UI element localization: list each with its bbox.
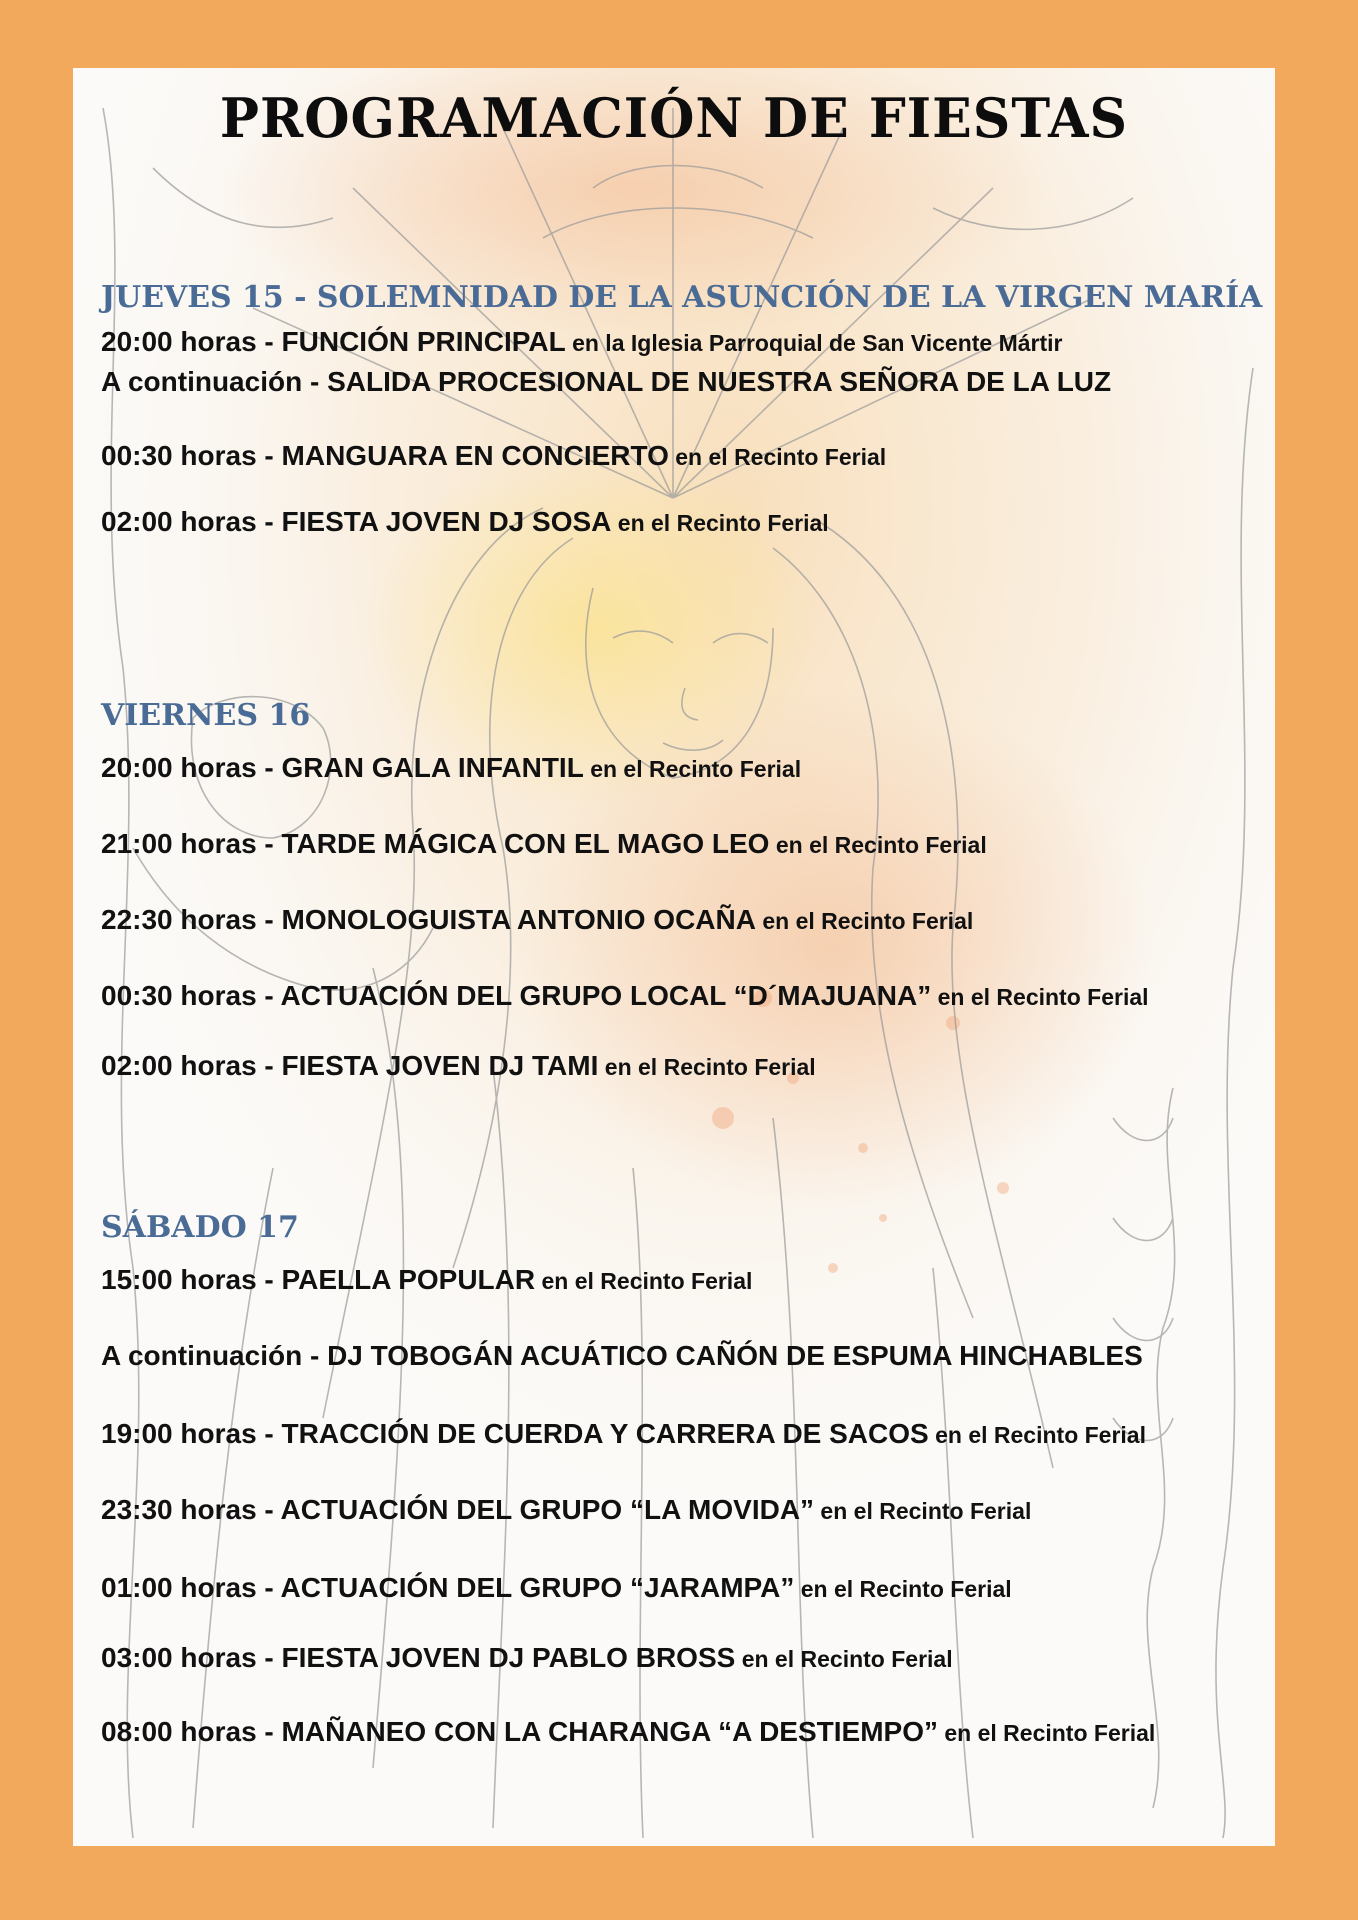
event-line: 00:30 horas - ACTUACIÓN DEL GRUPO LOCAL “D´MAJUANA” en el Recinto Ferial (101, 980, 1149, 1011)
day-heading-sabado: SÁBADO 17 (101, 1210, 299, 1245)
event-line: 02:00 horas - FIESTA JOVEN DJ TAMI en el Recinto Ferial (101, 1050, 816, 1081)
event-line: 19:00 horas - TRACCIÓN DE CUERDA Y CARRERA DE SACOS en el Recinto Ferial (101, 1418, 1146, 1449)
event-line: 22:30 horas - MONOLOGUISTA ANTONIO OCAÑA en el Recinto Ferial (101, 904, 974, 935)
day-heading-jueves: JUEVES 15 - SOLEMNIDAD DE LA ASUNCIÓN DE LA VIRGEN MARÍA (101, 280, 1263, 315)
program-content (73, 68, 1275, 1846)
page-title: PROGRAMACIÓN DE FIESTAS (219, 86, 1129, 151)
event-line: 03:00 horas - FIESTA JOVEN DJ PABLO BROSS en el Recinto Ferial (101, 1642, 953, 1673)
event-line: 02:00 horas - FIESTA JOVEN DJ SOSA en el Recinto Ferial (101, 506, 829, 537)
day-heading-viernes: VIERNES 16 (101, 698, 311, 733)
event-line: A continuación - SALIDA PROCESIONAL DE NUESTRA SEÑORA DE LA LUZ (101, 366, 1112, 397)
event-line: 01:00 horas - ACTUACIÓN DEL GRUPO “JARAMPA” en el Recinto Ferial (101, 1572, 1012, 1603)
poster (73, 68, 1275, 1846)
event-line: A continuación - DJ TOBOGÁN ACUÁTICO CAÑÓN DE ESPUMA HINCHABLES (101, 1340, 1143, 1371)
event-line: 20:00 horas - FUNCIÓN PRINCIPAL en la Iglesia Parroquial de San Vicente Mártir (101, 326, 1063, 357)
event-line: 20:00 horas - GRAN GALA INFANTIL en el Recinto Ferial (101, 752, 802, 783)
event-line: 15:00 horas - PAELLA POPULAR en el Recinto Ferial (101, 1264, 753, 1295)
event-line: 23:30 horas - ACTUACIÓN DEL GRUPO “LA MOVIDA” en el Recinto Ferial (101, 1494, 1032, 1525)
event-line: 08:00 horas - MAÑANEO CON LA CHARANGA “A DESTIEMPO” en el Recinto Ferial (101, 1716, 1156, 1747)
event-line: 00:30 horas - MANGUARA EN CONCIERTO en el Recinto Ferial (101, 440, 887, 471)
event-line: 21:00 horas - TARDE MÁGICA CON EL MAGO LEO en el Recinto Ferial (101, 828, 987, 859)
